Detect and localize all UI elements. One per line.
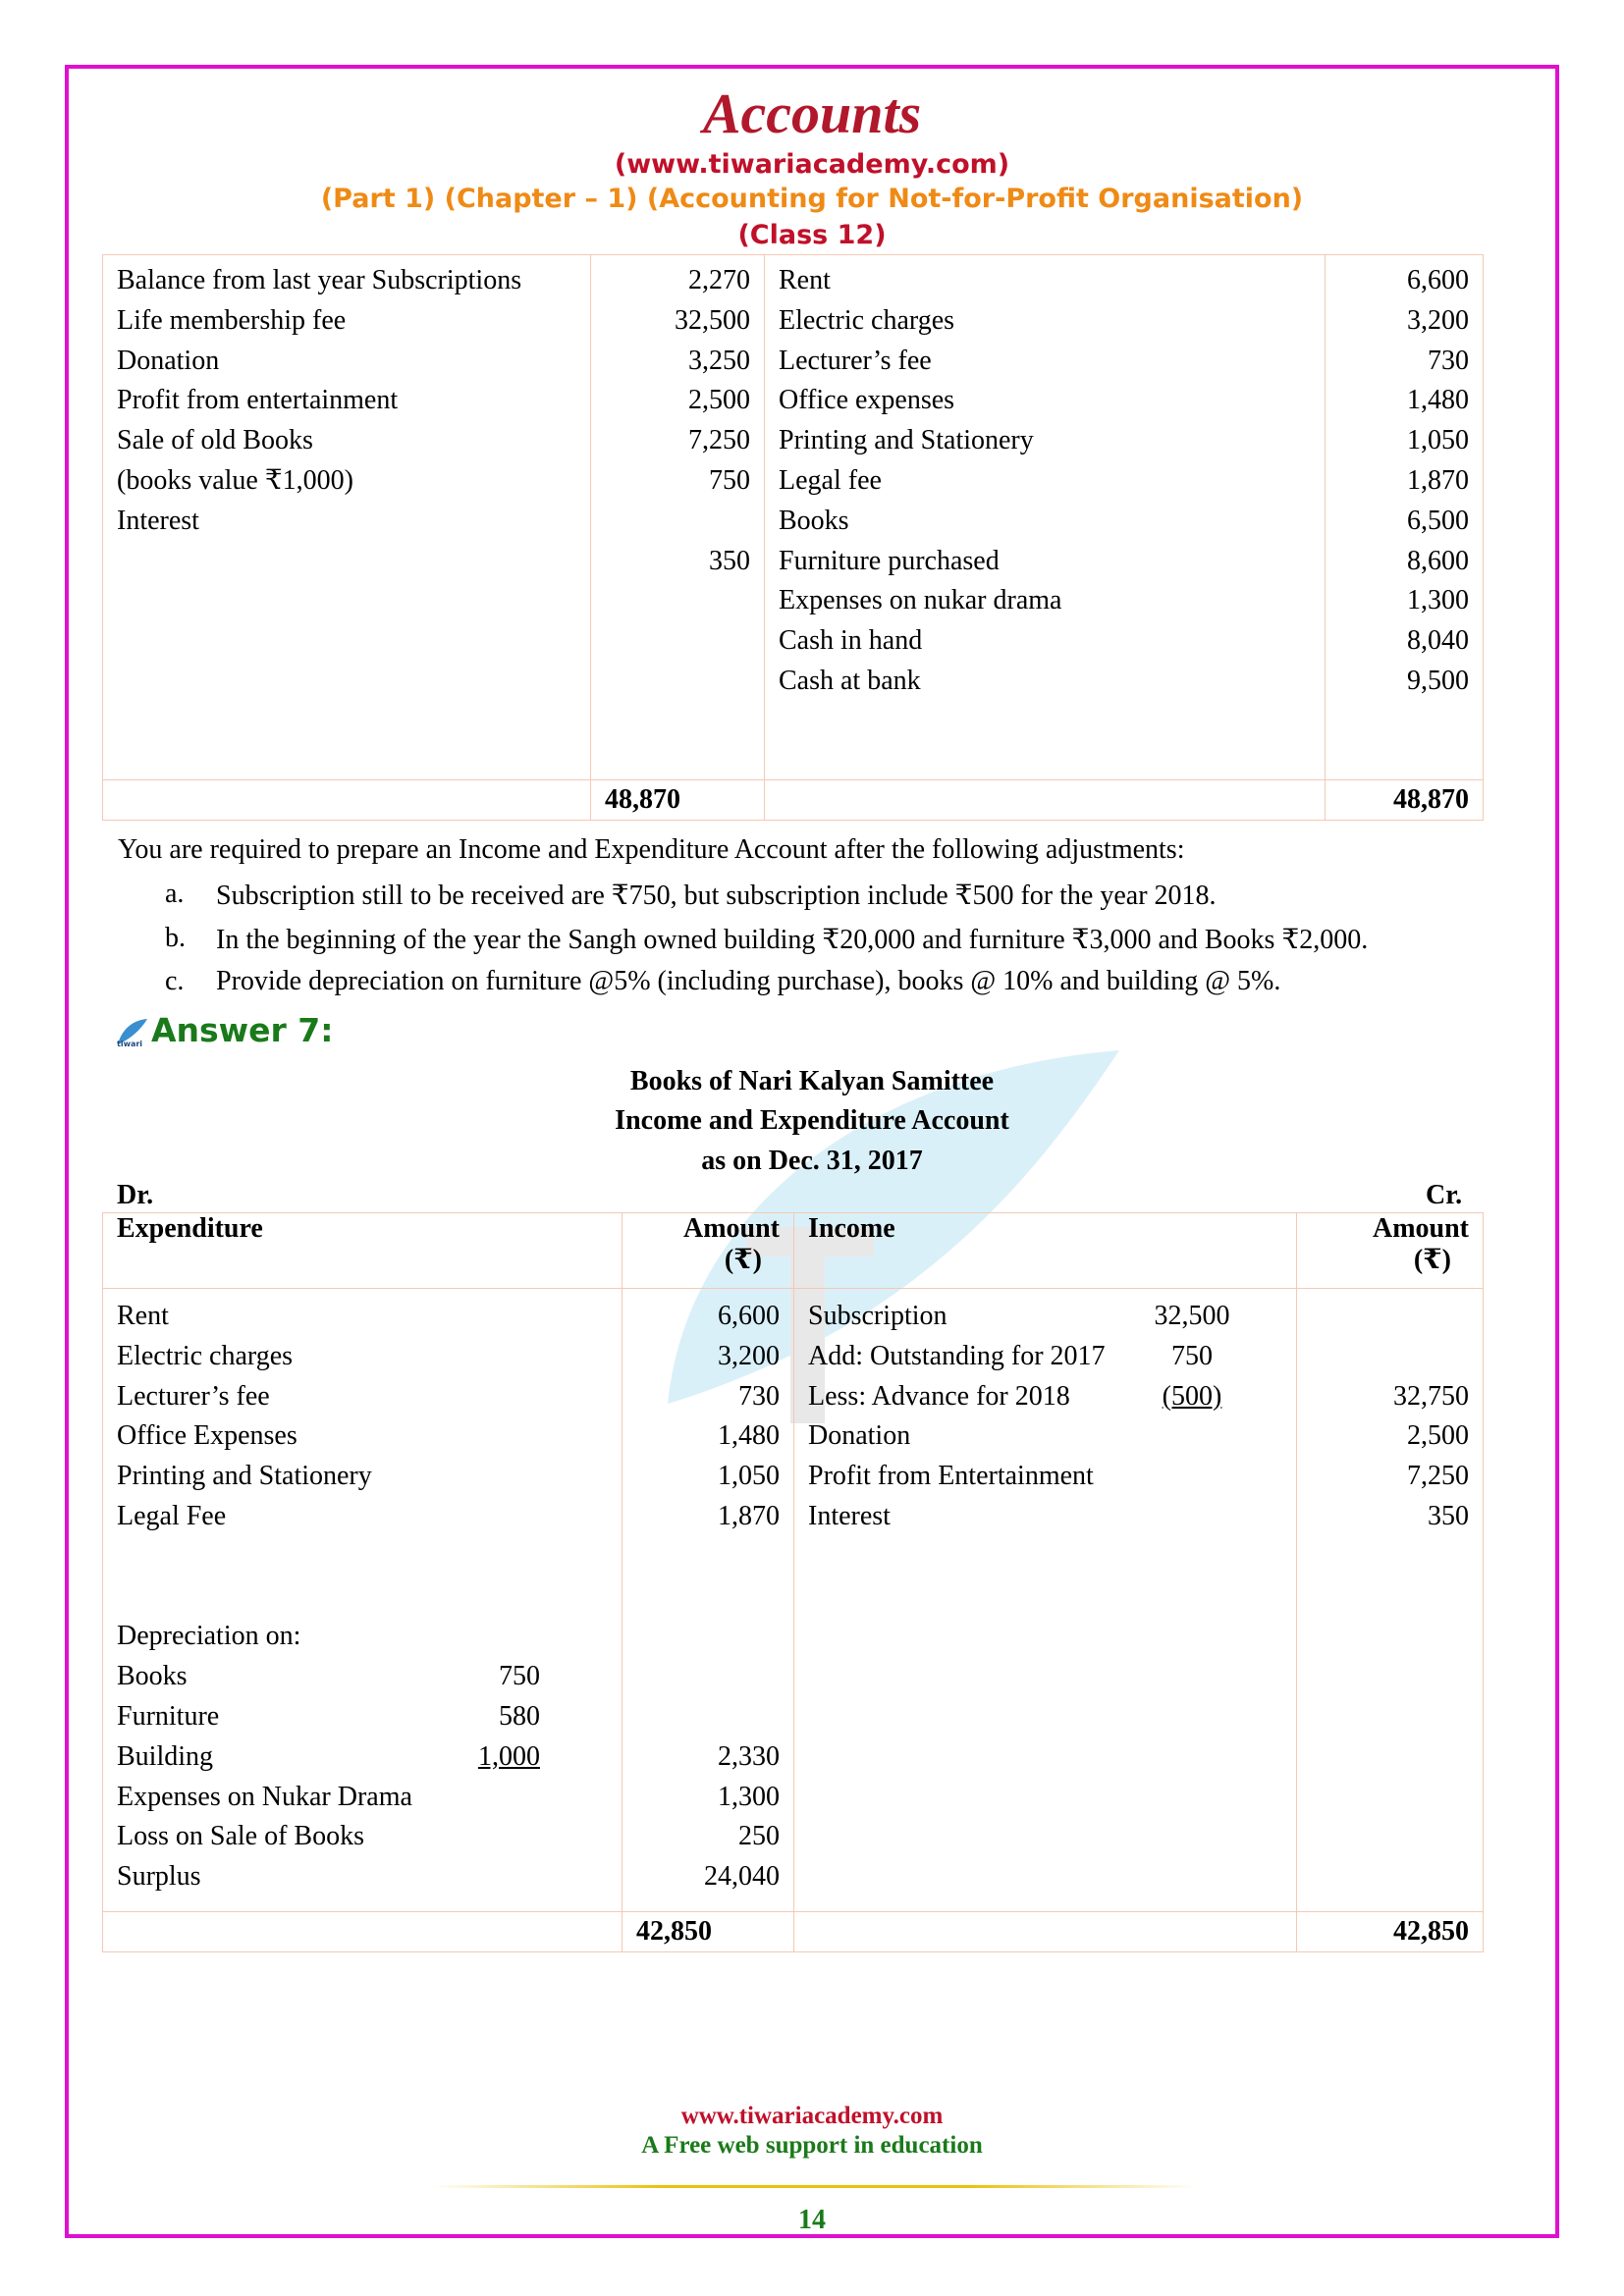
total-right: 48,870 — [1326, 780, 1484, 821]
list-item: Loss on Sale of Books — [117, 1821, 364, 1852]
list-item: Lecturer’s fee — [117, 1380, 270, 1412]
list-item: 2,270 — [688, 265, 750, 295]
list-item: Building — [117, 1740, 214, 1772]
receipts-labels — [117, 261, 576, 581]
list-item: Cash at bank — [779, 665, 921, 696]
list-item — [388, 1457, 540, 1497]
list-item: 8,040 — [1407, 625, 1469, 657]
list-item: Lecturer’s fee — [779, 345, 932, 376]
list-item: Life membership fee — [117, 304, 347, 336]
list-item: Profit from entertainment — [117, 385, 399, 416]
col-income: Income — [794, 1213, 1297, 1289]
col-amount-right: Amount (₹) — [1297, 1213, 1484, 1289]
total-left: 48,870 — [591, 780, 765, 821]
list-item: 1,000 — [478, 1740, 540, 1772]
list-item: Furniture purchased — [779, 545, 1000, 576]
table-body-row — [103, 255, 1484, 780]
list-item: 1,480 — [1407, 385, 1469, 416]
list-item: Legal fee — [779, 464, 882, 496]
list-item: 3,250 — [688, 345, 750, 376]
svg-text:tiwari: tiwari — [117, 1039, 143, 1048]
list-item: 250 — [738, 1821, 780, 1852]
list-item: Rent — [779, 265, 831, 295]
list-item: Legal Fee — [117, 1500, 227, 1531]
list-item: Furniture — [117, 1700, 220, 1732]
list-item: Printing and Stationery — [117, 1461, 372, 1492]
payments-labels — [779, 261, 1311, 702]
list-item: Profit from Entertainment — [808, 1461, 1094, 1492]
list-item: Cash in hand — [779, 625, 923, 657]
list-item — [388, 1416, 540, 1457]
list-item: Sale of old Books — [117, 425, 313, 456]
list-item: 730 — [738, 1380, 780, 1412]
list-item: 6,600 — [718, 1301, 780, 1331]
col-amount-left: Amount (₹) — [623, 1213, 794, 1289]
table-header-row — [103, 1213, 1484, 1289]
list-item: Donation — [808, 1420, 911, 1452]
list-item: 6,500 — [1407, 505, 1469, 536]
answer-title-2: Income and Expenditure Account — [615, 1105, 1009, 1136]
list-item — [388, 1537, 540, 1577]
list-item: (500) — [1162, 1380, 1222, 1412]
list-item — [388, 1337, 540, 1377]
list-item: 580 — [499, 1700, 540, 1732]
list-item: Electric charges — [117, 1340, 294, 1371]
page-number: 14 — [798, 2205, 826, 2235]
receipts-payments-table — [102, 254, 1484, 821]
list-item: 3,200 — [1407, 304, 1469, 336]
list-item: 750 — [1171, 1340, 1213, 1371]
list-item: 2,500 — [688, 385, 750, 416]
list-item: 750 — [499, 1661, 540, 1692]
question-intro: You are required to prepare an Income and Expenditure Account after the following adjustments: — [118, 834, 1185, 865]
list-item — [388, 1497, 540, 1537]
totals-row — [103, 1912, 1484, 1952]
income-sub-amounts — [1118, 1297, 1266, 1537]
list-item — [636, 1617, 780, 1657]
list-item — [636, 1697, 780, 1737]
footer-divider — [432, 2185, 1198, 2188]
list-item: 1,480 — [718, 1420, 780, 1452]
list-item: 1,300 — [718, 1781, 780, 1812]
list-item — [388, 1617, 540, 1657]
list-item: Books — [779, 505, 849, 536]
list-item: 730 — [1428, 345, 1469, 376]
list-item: 1,050 — [718, 1461, 780, 1492]
list-item — [388, 1817, 540, 1857]
list-item: 350 — [709, 545, 750, 576]
payments-amounts — [1339, 261, 1469, 702]
list-item — [117, 542, 576, 582]
list-item: Interest — [808, 1500, 891, 1531]
cr-label: Cr. — [1426, 1180, 1463, 1210]
list-item: 2,500 — [1407, 1420, 1469, 1452]
tiwari-logo-icon — [116, 1017, 149, 1048]
list-item: Office expenses — [779, 385, 955, 416]
total-right: 42,850 — [1297, 1912, 1484, 1952]
list-item: 24,040 — [704, 1861, 780, 1893]
list-item: Office Expenses — [117, 1420, 298, 1452]
list-item: Expenses on Nukar Drama — [117, 1781, 412, 1812]
list-item: Books — [117, 1661, 188, 1692]
list-item: 8,600 — [1407, 545, 1469, 576]
list-item: (books value ₹1,000) — [117, 464, 353, 496]
list-item — [388, 1377, 540, 1417]
list-item — [636, 1537, 780, 1577]
list-item — [1118, 1416, 1266, 1457]
header-url: (www.tiwariacademy.com) — [614, 149, 1010, 180]
list-item — [605, 502, 750, 542]
expenditure-amounts — [636, 1297, 780, 1897]
list-item — [636, 1577, 780, 1618]
list-item: 2,330 — [718, 1740, 780, 1772]
list-item: Less: Advance for 2018 — [808, 1380, 1070, 1412]
footer-tagline: A Free web support in education — [641, 2132, 983, 2159]
income-expenditure-table — [102, 1212, 1484, 1952]
list-item: Balance from last year Subscriptions — [117, 265, 522, 295]
totals-row — [103, 780, 1484, 821]
dr-label: Dr. — [117, 1180, 154, 1210]
table-body-row — [103, 1289, 1484, 1912]
list-item: Interest — [117, 505, 199, 536]
list-item: 32,500 — [1154, 1301, 1230, 1331]
income-amounts — [1311, 1297, 1469, 1537]
header-class: (Class 12) — [737, 220, 887, 250]
list-item — [388, 1577, 540, 1618]
list-item: 6,600 — [1407, 265, 1469, 295]
list-item: Add: Outstanding for 2017 — [808, 1340, 1106, 1371]
list-item: Electric charges — [779, 304, 955, 336]
list-item: 7,250 — [688, 425, 750, 456]
list-item: 7,250 — [1407, 1461, 1469, 1492]
footer-url[interactable]: www.tiwariacademy.com — [680, 2103, 944, 2129]
header-chapter: (Part 1) (Chapter – 1) (Accounting for Not-for-Profit Organisation) — [320, 184, 1304, 214]
list-item: 1,300 — [1407, 585, 1469, 616]
list-item: Depreciation on: — [117, 1621, 301, 1652]
list-item: 750 — [709, 464, 750, 496]
expenditure-sub-amounts — [388, 1297, 540, 1897]
list-item: 9,500 — [1407, 665, 1469, 696]
list-item: 1,870 — [718, 1500, 780, 1531]
page-title: Accounts — [702, 81, 922, 145]
list-item — [1311, 1297, 1469, 1337]
list-item: Rent — [117, 1301, 169, 1331]
list-item: 350 — [1428, 1500, 1469, 1531]
answer-heading: tiwari Answer 7: — [117, 1011, 334, 1049]
list-item: Printing and Stationery — [779, 425, 1034, 456]
col-expenditure: Expenditure — [103, 1213, 623, 1289]
list-item: 1,870 — [1407, 464, 1469, 496]
list-item — [388, 1778, 540, 1818]
list-item — [1118, 1497, 1266, 1537]
list-item: 32,500 — [675, 304, 750, 336]
list-item: 32,750 — [1393, 1380, 1469, 1412]
list-item — [1118, 1457, 1266, 1497]
answer-title-1: Books of Nari Kalyan Samittee — [629, 1066, 995, 1096]
list-item: Surplus — [117, 1861, 201, 1893]
list-item: Subscription — [808, 1301, 947, 1331]
list-item: Expenses on nukar drama — [779, 585, 1062, 616]
list-item: 1,050 — [1407, 425, 1469, 456]
list-item: 3,200 — [718, 1340, 780, 1371]
list-item — [388, 1297, 540, 1337]
list-item — [636, 1657, 780, 1697]
receipts-amounts — [605, 261, 750, 581]
answer-title-3: as on Dec. 31, 2017 — [701, 1146, 923, 1176]
list-item: Donation — [117, 345, 220, 376]
list-item — [1311, 1337, 1469, 1377]
total-left: 42,850 — [623, 1912, 794, 1952]
list-item — [388, 1857, 540, 1897]
